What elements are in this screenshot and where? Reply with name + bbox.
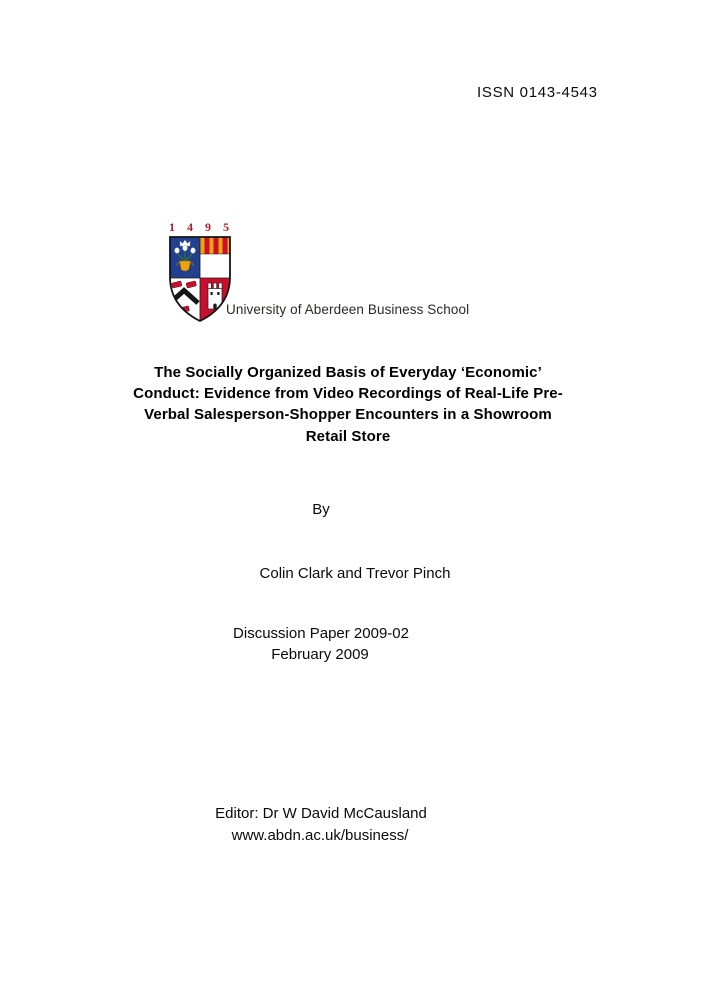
university-name: University of Aberdeen Business School [226,302,470,317]
crest-founding-year [169,220,229,235]
series-number: Discussion Paper 2009-02 [233,625,409,642]
by-label: By [312,501,330,518]
crest-shield-svg [167,235,233,323]
crest-year-digit: 5 [223,220,229,234]
paper-title [133,362,563,447]
publication-date: February 2009 [271,646,369,663]
paper-title-line: Conduct: Evidence from Video Recordings of Real-Life Pre- [133,385,563,403]
authors: Colin Clark and Trevor Pinch [259,565,451,582]
editor-name: Editor: Dr W David McCausland [215,805,427,822]
crest-year-digit: 9 [205,220,211,234]
issn-number: ISSN 0143-4543 [477,84,598,101]
university-crest-icon [167,235,233,328]
crest-year-digit: 4 [187,220,193,234]
paper-title-line: Retail Store [305,427,391,445]
paper-title-line: The Socially Organized Basis of Everyday ‘Economic’ [154,364,542,381]
website-url: www.abdn.ac.uk/business/ [231,827,409,844]
paper-title-line: Verbal Salesperson-Shopper Encounters in a Showroom [144,406,552,424]
crest-year-digit: 1 [169,220,175,234]
crest-gold-pot [180,261,191,271]
